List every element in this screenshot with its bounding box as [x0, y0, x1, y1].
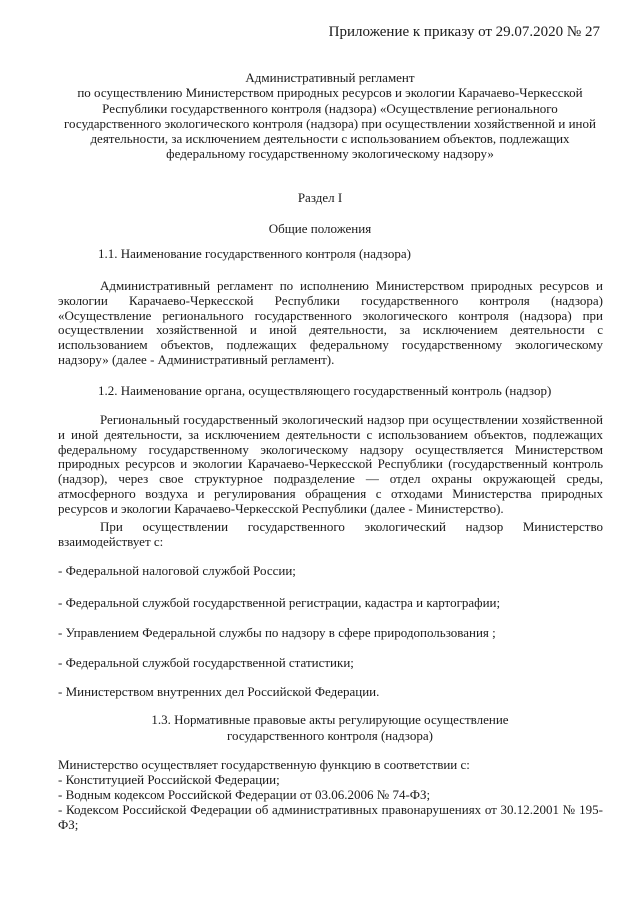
section-name: Общие положения [268, 221, 372, 236]
heading-1-3 [100, 712, 560, 744]
list-item: - Федеральной службой государственной статистики; [58, 655, 354, 670]
heading-1-2: 1.2. Наименование органа, осуществляющего государственный контроль (надзор) [98, 383, 552, 398]
list-item: - Водным кодексом Российской Федерации от 03.06.2006 № 74-ФЗ; [58, 787, 431, 802]
paragraph-interaction: При осуществлении государственного экологический надзор Министерство взаимодействует с: [58, 519, 603, 549]
list-item: - Кодексом Российской Федерации об административных правонарушениях от 30.12.2001 № 195-ФЗ; [58, 802, 603, 832]
annex-reference: Приложение к приказу от 29.07.2020 № 27 [328, 24, 600, 40]
list-item: - Управлением Федеральной службы по надзору в сфере природопользования ; [58, 625, 496, 640]
list-item: - Конституцией Российской Федерации; [58, 772, 280, 787]
legal-acts-list [58, 757, 603, 832]
section-number: Раздел I [297, 190, 343, 205]
document-title [60, 70, 600, 162]
legal-acts-intro: Министерство осуществляет государственную функцию в соответствии с: [58, 757, 470, 772]
paragraph-1-1: Административный регламент по исполнению Министерством природных ресурсов и экологии Карачаево-Черкесской Республики государственного контроля (надзора) «Осуществление регионального государственного экологического контроля (надзора) при осуществлении хозяйственной и иной деятельности, за исключением деятельности с использованием объектов, подлежащих федеральному государственному экологическому надзору» (далее - Административный регламент). [58, 278, 603, 367]
title-line-2: по осуществлению Министерством природных ресурсов и экологии Карачаево-Черкесской Республики государственного контроля (надзора) «Осуществление регионального государственного экологического контроля (надзора) при осуществлении хозяйственной и иной деятельности, за исключением деятельности с использованием объектов, подлежащих федеральному государственному экологическому надзору» [64, 85, 596, 162]
list-item: - Федеральной налоговой службой России; [58, 563, 296, 578]
paragraph-1-2: Региональный государственный экологический надзор при осуществлении хозяйственной и иной деятельности, за исключением деятельности с использованием объектов, подлежащих федеральному государственному экологическому надзору осуществляется Министерством природных ресурсов и экологии Карачаево-Черкесской Республики (государственный контроль (надзор), через свое структурное подразделение — отдел охраны окружающей среды, атмосферного воздуха и регулирования обращения с отходами Министерства природных ресурсов и экологии Карачаево-Черкесской Республики (далее - Министерство). [58, 412, 603, 516]
title-line-1: Административный регламент [245, 70, 415, 85]
heading-1-1: 1.1. Наименование государственного контроля (надзора) [98, 246, 411, 261]
list-item: - Министерством внутренних дел Российской Федерации. [58, 684, 380, 699]
list-item: - Федеральной службой государственной регистрации, кадастра и картографии; [58, 595, 501, 610]
heading-1-3-line-1: 1.3. Нормативные правовые акты регулирующие осуществление [151, 712, 509, 727]
heading-1-3-line-2: государственного контроля (надзора) [227, 728, 433, 743]
